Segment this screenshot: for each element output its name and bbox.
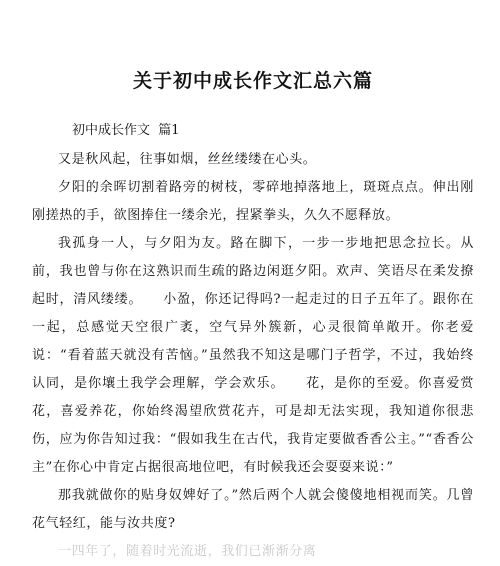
paragraph-2: 夕阳的余晖切割着路旁的树枝，零碎地掉落地上，斑斑点点。伸出刚刚搓热的手，欲图捧住一缕余光，捏紧拳头，久久不愿释放。: [32, 180, 474, 223]
paragraph-1: 又是秋风起，往事如烟，丝丝缕缕在心头。: [58, 152, 317, 167]
paragraph-3: 我孤身一人，与夕阳为友。路在脚下，一步一步地把思念拉长。从前，我也曾与你在这熟识而生疏的路边闲逛夕阳。欢声、笑语尽在柔发撩起时，清风缕缕。 小盈，你还记得吗?一起走过的日子五年了。跟你在一起，总感觉天空很广袤，空气异外簇新，心灵很简单敞开。你老爱说：“看着蓝天就没有苦恼。”虽然我不知这是哪门子哲学，不过，我始终认同，是你壤土我学会理解，学会欢乐。 花，是你的至爱。你喜爱赏花，喜爱养花，你始终渴望欣赏花卉，可是却无法实现，我知道你很悲伤，应为你告知过我：“假如我生在古代，我肯定要做香香公主。”“香香公主”在你心中肯定占据很高地位吧，有时候我还会耍耍来说：”: [32, 236, 474, 475]
paragraph-4: 那我就做你的贴身奴婢好了。”然后两个人就会傻傻地相视而笑。几曾花气轻红，能与汝共度?: [32, 488, 474, 531]
section-heading: 初中成长作文 篇1: [72, 123, 180, 138]
faded-paragraph: 一四年了，随着时光流逝，我们已渐渐分离: [58, 544, 317, 559]
document-title: 关于初中成长作文汇总六篇: [132, 70, 373, 92]
